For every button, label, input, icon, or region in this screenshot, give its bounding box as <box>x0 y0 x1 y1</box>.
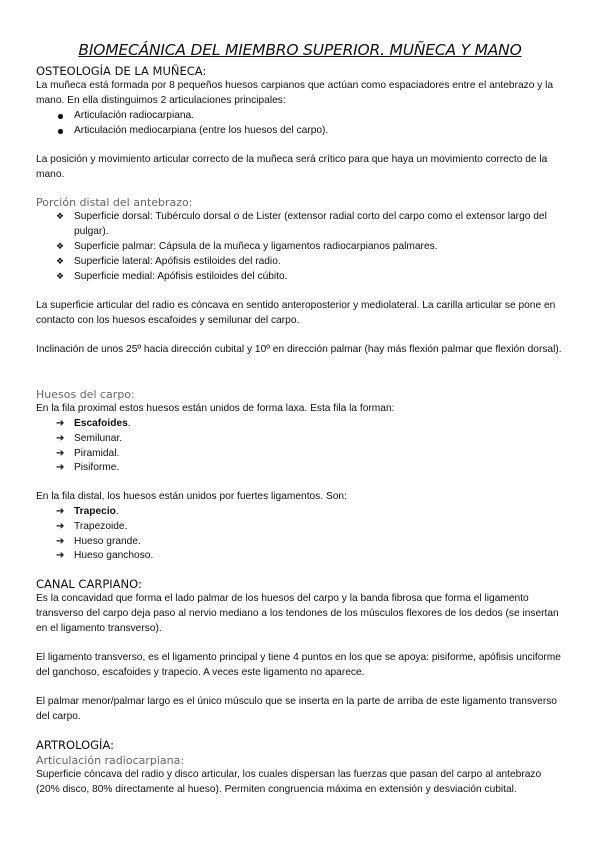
diamond-bullet-icon: ❖ <box>56 272 65 282</box>
list-item: ➔ Semilunar. <box>74 432 554 447</box>
osteologia-heading: OSTEOLOGÍA DE LA MUÑECA: <box>36 64 207 78</box>
canal-paragraph-2: El ligamento transverso, es el ligamento principal y tiene 4 puntos en los que se apoya: pisiforme, apófisis unciforme del ganchoso, escafoides y trapecio. A veces este ligamento no aparece. <box>36 652 561 678</box>
canal-paragraph-1: Es la concavidad que forma el lado palmar de los huesos del carpo y la banda fibrosa que forma el ligamento transverso del carpo deja paso al nervio mediano a los tendones de los músculos flexores de los dedos (se insertan en el ligamento transverso). <box>36 593 559 634</box>
page-title: BIOMECÁNICA DEL MIEMBRO SUPERIOR. MUÑECA Y MANO <box>78 41 522 59</box>
osteologia-posicion: La posición y movimiento articular correcto de la muñeca será crítico para que haya un movimiento correcto de la mano. <box>36 154 548 180</box>
diamond-bullet-icon: ❖ <box>56 212 65 222</box>
antebrazo-heading: Porción distal del antebrazo: <box>36 196 193 209</box>
artrologia-paragraph: Superficie cóncava del radio y disco articular, los cuales dispersan las fuerzas que pasan del carpo al antebrazo (20% disco, 80% directamente al hueso). Permiten congruencia máxima en extensión y desviación cubital. <box>36 769 542 795</box>
distal-intro: En la fila distal, los huesos están unidos por fuertes ligamentos. Son: <box>36 491 347 502</box>
arrow-bullet-icon: ➔ <box>56 462 65 473</box>
arrow-bullet-icon: ➔ <box>56 506 65 517</box>
list-item: ➔ Pisiforme. <box>74 461 554 476</box>
diamond-bullet-icon: ❖ <box>56 242 65 252</box>
canal-paragraph-3: El palmar menor/palmar largo es el único músculo que se inserta en la parte de arriba de este ligamento transverso del carpo. <box>36 696 557 722</box>
list-item: ➔ Piramidal. <box>74 447 554 462</box>
arrow-bullet-icon: ➔ <box>56 521 65 532</box>
list-item: ➔ Trapezoide. <box>74 520 554 535</box>
arrow-bullet-icon: ➔ <box>56 550 65 561</box>
artrologia-heading: ARTROLOGÍA: <box>36 738 114 752</box>
list-item: Articulación radiocarpiana. <box>74 109 554 124</box>
superficie-articular-paragraph: La superficie articular del radio es cóncava en sentido anteroposterior y mediolateral. La carilla articular se pone en contacto con los huesos escafoides y semilunar del carpo. <box>36 300 556 326</box>
list-item: ❖ Superficie lateral: Apófisis estiloides del radio. <box>74 255 554 270</box>
bullet-dot-icon <box>58 114 63 119</box>
proximal-intro: En la fila proximal estos huesos están unidos de forma laxa. Esta fila la forman: <box>36 403 395 414</box>
diamond-bullet-icon: ❖ <box>56 257 65 267</box>
list-item: ➔ Trapecio. <box>74 505 554 520</box>
arrow-bullet-icon: ➔ <box>56 433 65 444</box>
list-item: ❖ Superficie medial: Apófisis estiloides del cúbito. <box>74 270 554 285</box>
list-item: ➔ Escafoides. <box>74 417 554 432</box>
inclinacion-paragraph: Inclinación de unos 25º hacia dirección cubital y 10º en dirección palmar (hay más flexión palmar que flexión dorsal). <box>36 344 562 355</box>
radiocarpiana-heading: Articulación radiocarpiana: <box>36 754 185 767</box>
bullet-dot-icon <box>58 129 63 134</box>
list-item: ❖ Superficie palmar: Cápsula de la muñeca y ligamentos radiocarpianos palmares. <box>74 240 554 255</box>
list-item: Articulación mediocarpiana (entre los huesos del carpo). <box>74 124 554 139</box>
carpo-heading: Huesos del carpo: <box>36 388 135 401</box>
canal-heading: CANAL CARPIANO: <box>36 577 142 591</box>
arrow-bullet-icon: ➔ <box>56 418 65 429</box>
osteologia-intro: La muñeca está formada por 8 pequeños huesos carpianos que actúan como espaciadores entre el antebrazo y la mano. En ella distinguimos 2 articulaciones principales: <box>36 80 554 106</box>
list-item: ❖ Superficie dorsal: Tubérculo dorsal o de Lister (extensor radial corto del carpo como el extensor largo del pulgar). <box>56 211 547 237</box>
arrow-bullet-icon: ➔ <box>56 448 65 459</box>
list-item: ➔ Hueso grande. <box>74 535 554 550</box>
arrow-bullet-icon: ➔ <box>56 536 65 547</box>
list-item: ➔ Hueso ganchoso. <box>74 549 554 564</box>
